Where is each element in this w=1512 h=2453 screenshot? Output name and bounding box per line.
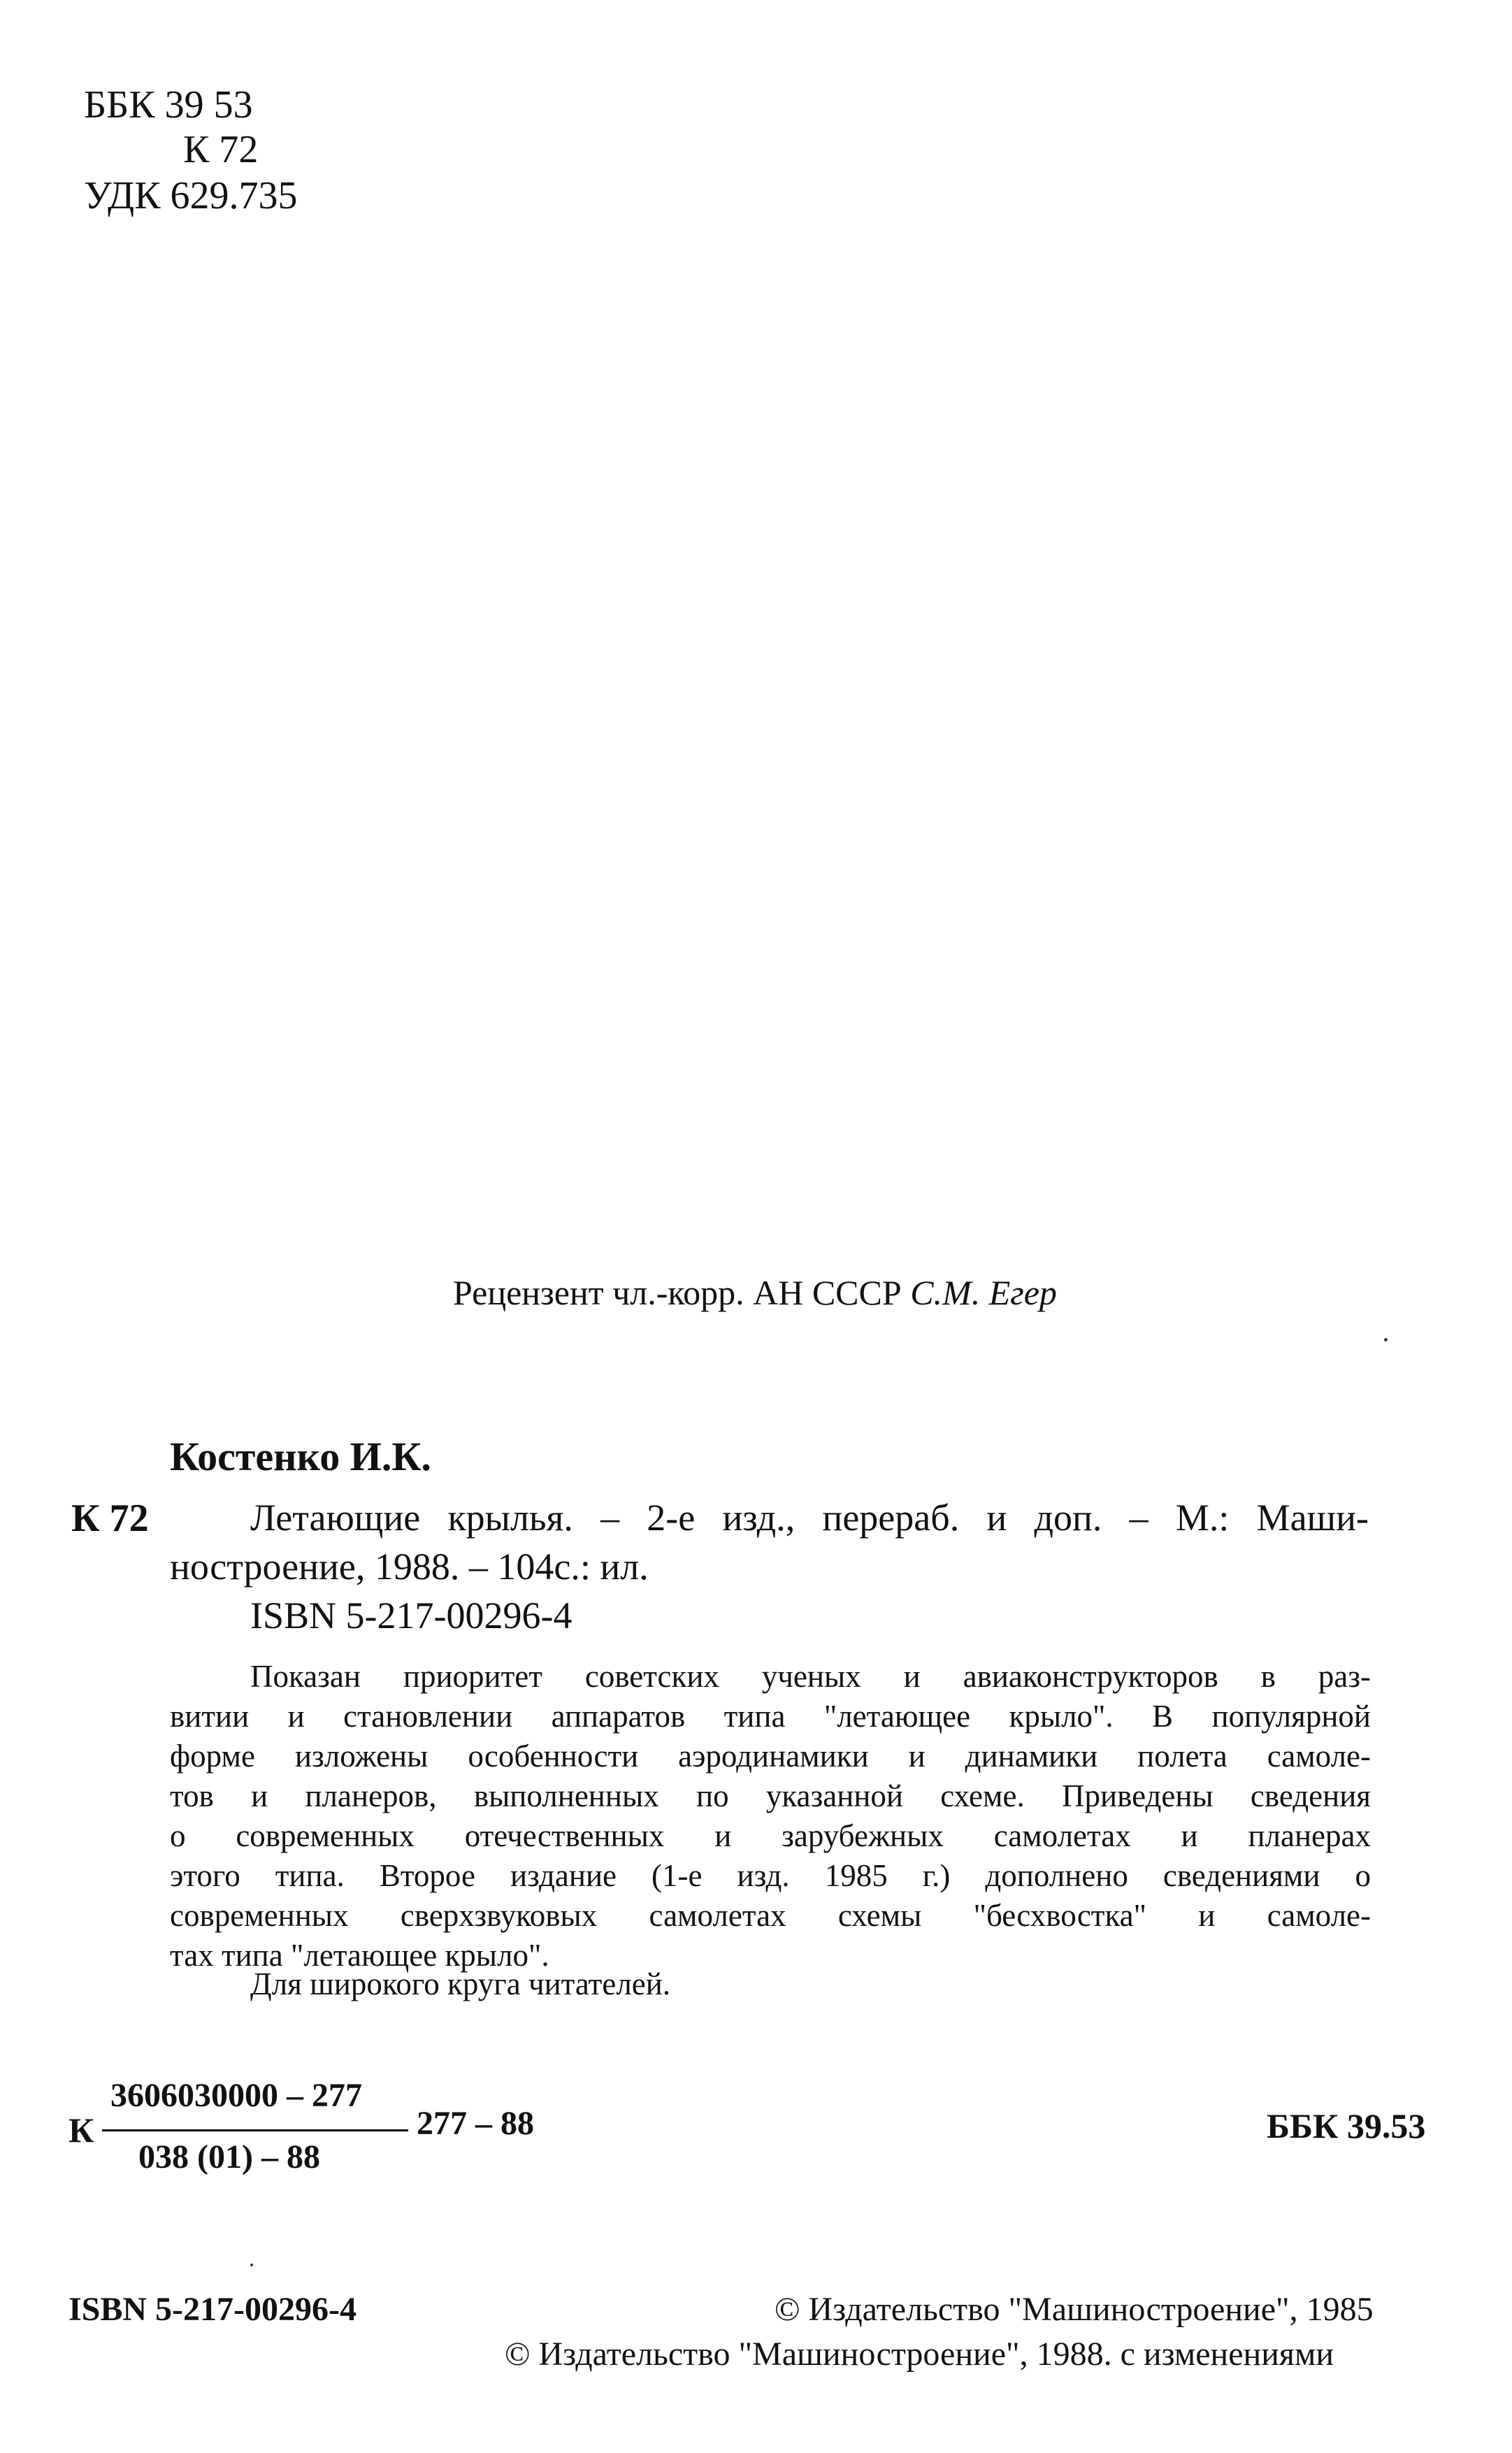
annotation-line: этого типа. Второе издание (1-е изд. 1985 г.) дополнено сведениями о	[170, 1858, 1371, 1893]
isbn-bottom: ISBN 5-217-00296-4	[69, 2291, 357, 2328]
author-mark: К 72	[183, 128, 259, 171]
entry-publisher-line: ностроение, 1988. – 104с.: ил.	[170, 1546, 649, 1588]
price-denominator: 038 (01) – 88	[138, 2138, 320, 2175]
scan-speck	[250, 2264, 253, 2266]
fraction-bar	[102, 2129, 408, 2131]
annotation-line: тов и планеров, выполненных по указанной схеме. Приведены сведения	[170, 1778, 1371, 1813]
scan-speck	[1384, 1338, 1388, 1341]
entry-isbn: ISBN 5-217-00296-4	[250, 1595, 573, 1636]
annotation-line: тах типа "летающее крыло".	[170, 1938, 549, 1973]
reviewer-label: Рецензент чл.-корр. АН СССР	[453, 1273, 902, 1312]
call-mark: К 72	[71, 1497, 149, 1540]
price-suffix: 277 – 88	[417, 2105, 534, 2142]
copyright-1988: © Издательство "Машиностроение", 1988. с изменениями	[505, 2336, 1334, 2373]
annotation-line: витии и становлении аппаратов типа "летающее крыло". В популярной	[170, 1699, 1371, 1734]
copyright-1985: © Издательство "Машиностроение", 1985	[775, 2291, 1374, 2328]
price-numerator: 3606030000 – 277	[110, 2077, 362, 2114]
bbk-code: ББК 39 53	[84, 83, 253, 127]
reviewer-name: С.М. Егер	[910, 1273, 1057, 1312]
author-name: Костенко И.К.	[170, 1434, 431, 1479]
annotation-line: современных сверхзвуковых самолетах схемы "бесхвостка" и самоле-	[170, 1898, 1371, 1933]
reviewer-line	[453, 1272, 1057, 1313]
audience-line: Для широкого круга читателей.	[250, 1966, 671, 2001]
annotation-line: о современных отечественных и зарубежных самолетах и планерах	[170, 1818, 1371, 1853]
entry-title-line: Летающие крылья. – 2-е изд., перераб. и доп. – М.: Маши-	[250, 1497, 1369, 1539]
bbk-bottom: ББК 39.53	[1267, 2106, 1426, 2145]
annotation-line: форме изложены особенности аэродинамики и динамики полета самоле-	[170, 1739, 1371, 1774]
annotation-line: Показан приоритет советских ученых и авиаконструкторов в раз-	[250, 1659, 1371, 1694]
udk-code: УДК 629.735	[84, 174, 298, 217]
price-prefix: К	[69, 2110, 94, 2150]
